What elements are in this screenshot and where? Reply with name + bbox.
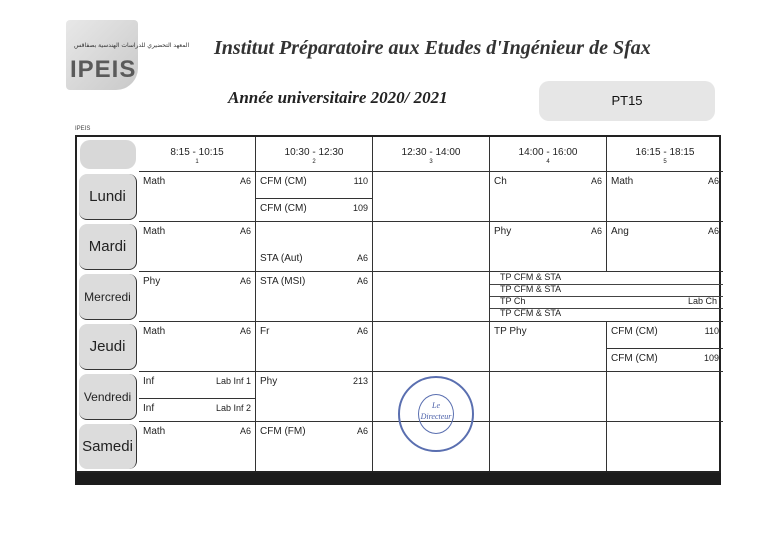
- room: A6: [590, 176, 602, 186]
- room: 110: [704, 326, 719, 336]
- jeudi-slot-2: [256, 322, 373, 372]
- subject: CFM (CM): [611, 326, 658, 337]
- subject: Ch: [494, 176, 507, 187]
- slot-header-1: [139, 137, 256, 172]
- lundi-slot-3: [373, 172, 490, 222]
- subject: Math: [143, 176, 166, 187]
- room: Lab Inf 1: [215, 376, 251, 386]
- subject: TP CFM & STA: [500, 284, 562, 294]
- tp-entry: [490, 308, 723, 320]
- day-mardi: Mardi: [79, 224, 137, 270]
- samedi-slot-2: [256, 422, 373, 471]
- subject: STA (Aut): [260, 253, 303, 264]
- mardi-slot-1: [139, 222, 256, 272]
- vendredi-slot-1: [139, 372, 256, 422]
- subject: Phy: [260, 376, 278, 387]
- subject: Ang: [611, 226, 629, 237]
- room: A6: [590, 226, 602, 236]
- subject: STA (MSI): [260, 276, 306, 287]
- subject: Math: [143, 226, 166, 237]
- mercredi-slot-3: [373, 272, 490, 322]
- lundi-slot-4: [490, 172, 607, 222]
- subject: Math: [143, 326, 166, 337]
- subject: Inf: [143, 376, 155, 387]
- day-lundi: Lundi: [79, 174, 137, 220]
- class-entry: [494, 222, 602, 244]
- slot-number: 5: [663, 159, 667, 165]
- academic-year: Année universitaire 2020/ 2021: [228, 88, 448, 107]
- slot-time: 14:00 - 16:00: [518, 147, 578, 158]
- class-entry: [260, 172, 368, 194]
- slot-time: 8:15 - 10:15: [170, 147, 224, 158]
- subject: Phy: [494, 226, 512, 237]
- class-entry: [256, 249, 372, 271]
- room: A6: [239, 276, 251, 286]
- subject: Math: [143, 426, 166, 437]
- mardi-slot-4: [490, 222, 607, 272]
- room: A6: [239, 226, 251, 236]
- subject: Math: [611, 176, 634, 187]
- class-entry: [260, 322, 368, 344]
- slot-header-3: [373, 137, 490, 172]
- room: A6: [356, 426, 368, 436]
- class-entry: [611, 172, 719, 194]
- stamp-text-le: Le: [432, 401, 440, 410]
- room: 213: [352, 376, 368, 386]
- class-entry: [494, 322, 602, 344]
- slot-header-4: [490, 137, 607, 172]
- room: A6: [356, 276, 368, 286]
- mardi-slot-5: [607, 222, 723, 272]
- subject: TP CFM & STA: [500, 272, 562, 282]
- bottom-bar: [75, 473, 721, 485]
- day-vendredi: Vendredi: [79, 374, 137, 420]
- slot-time: 16:15 - 18:15: [635, 147, 695, 158]
- subject: TP CFM & STA: [500, 308, 562, 318]
- room: A6: [239, 176, 251, 186]
- class-entry: [607, 348, 723, 371]
- room: 109: [352, 203, 368, 213]
- mercredi-slot-2: [256, 272, 373, 322]
- class-entry: [143, 322, 251, 344]
- room: 110: [353, 176, 368, 186]
- subject: Inf: [143, 403, 155, 414]
- class-entry: [260, 272, 368, 294]
- logo: IPEIS: [70, 56, 137, 83]
- slot-time: 12:30 - 14:00: [401, 147, 461, 158]
- slot-number: 2: [312, 159, 316, 165]
- room: A6: [707, 176, 719, 186]
- slot-number: 1: [195, 159, 199, 165]
- room: 109: [703, 353, 719, 363]
- lundi-slot-2: [256, 172, 373, 222]
- vendredi-slot-5: [607, 372, 723, 422]
- class-entry: [260, 372, 368, 394]
- slot-time: 10:30 - 12:30: [284, 147, 344, 158]
- subject: CFM (CM): [611, 353, 658, 364]
- class-entry: [143, 172, 251, 194]
- lundi-slot-5: [607, 172, 723, 222]
- class-entry: [143, 222, 251, 244]
- lundi-slot-1: [139, 172, 256, 222]
- class-entry: [494, 172, 602, 194]
- day-jeudi: Jeudi: [79, 324, 137, 370]
- class-entry: [143, 372, 251, 394]
- class-label: PT15: [611, 93, 643, 108]
- small-tag: IPEIS: [75, 126, 91, 132]
- room: A6: [239, 426, 251, 436]
- day-samedi: Samedi: [79, 424, 137, 469]
- class-entry: [143, 422, 251, 444]
- slot-number: 4: [546, 159, 550, 165]
- logo-arabic-text: المعهد التحضيري للدراسات الهندسية بصفاقس: [74, 42, 190, 49]
- room: A6: [356, 326, 368, 336]
- subject: Phy: [143, 276, 161, 287]
- room: A6: [356, 253, 368, 263]
- jeudi-slot-3: [373, 322, 490, 372]
- mercredi-tp-block: [490, 272, 723, 322]
- subject: TP Phy: [494, 326, 527, 337]
- subject: CFM (CM): [260, 176, 307, 187]
- room: A6: [707, 226, 719, 236]
- class-entry: [611, 322, 719, 344]
- room: A6: [239, 326, 251, 336]
- slot-number: 3: [429, 159, 433, 165]
- slot-header-2: [256, 137, 373, 172]
- subject: CFM (CM): [260, 203, 307, 214]
- vendredi-slot-2: [256, 372, 373, 422]
- mercredi-slot-1: [139, 272, 256, 322]
- room: Lab Ch: [687, 296, 717, 306]
- samedi-slot-1: [139, 422, 256, 471]
- jeudi-slot-1: [139, 322, 256, 372]
- corner-cell: [80, 140, 136, 169]
- subject: TP Ch: [500, 296, 526, 306]
- subject: Fr: [260, 326, 270, 337]
- jeudi-slot-5: [607, 322, 723, 372]
- room: Lab Inf 2: [215, 403, 251, 413]
- slot-header-5: [607, 137, 723, 172]
- vendredi-slot-4: [490, 372, 607, 422]
- mardi-slot-2: [256, 222, 373, 272]
- jeudi-slot-4: [490, 322, 607, 372]
- samedi-slot-4: [490, 422, 607, 471]
- stamp-text-directeur: Directeur: [420, 412, 452, 421]
- class-entry: [256, 198, 372, 221]
- mardi-slot-3: [373, 222, 490, 272]
- subject: CFM (FM): [260, 426, 306, 437]
- institute-title: Institut Préparatoire aux Etudes d'Ingénieur de Sfax: [214, 37, 651, 59]
- class-entry: [260, 422, 368, 444]
- class-entry: [139, 398, 255, 421]
- class-entry: [611, 222, 719, 244]
- class-entry: [143, 272, 251, 294]
- samedi-slot-5: [607, 422, 723, 471]
- day-mercredi: Mercredi: [79, 274, 137, 320]
